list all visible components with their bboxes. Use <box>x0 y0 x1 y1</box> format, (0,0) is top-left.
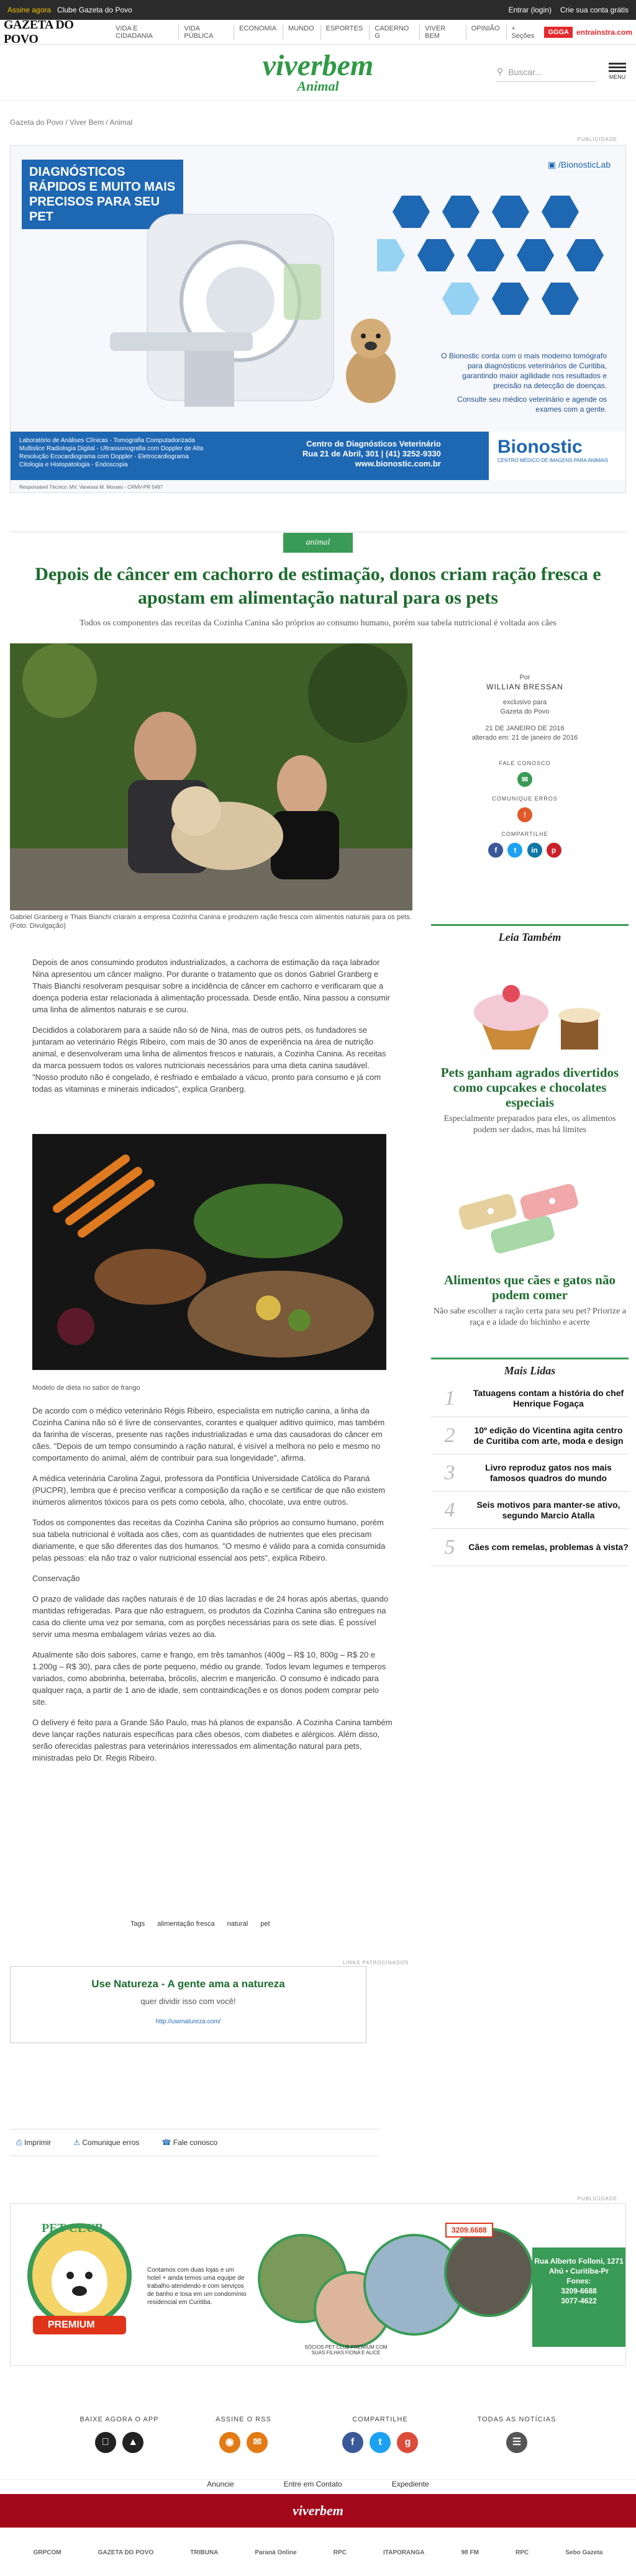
sponsored-desc: quer dividir isso com você! <box>140 1997 236 2006</box>
search-placeholder: Buscar... <box>508 66 542 77</box>
tags-row <box>130 1920 270 1928</box>
partner-logo[interactable]: RPC <box>333 2549 347 2556</box>
leia-tambem-heading: Leia Também <box>431 924 629 944</box>
mais-lidas-heading: Mais Lidas <box>431 1358 629 1377</box>
ad-footer <box>11 432 625 480</box>
article-subtitle: Todos os componentes das receitas da Cozinha Canina são próprios ao consumo humano, porém sua tabela nutricional é voltada aos cães <box>80 619 556 628</box>
petclub-ad[interactable] <box>10 2203 626 2366</box>
hamburger-icon <box>609 63 626 72</box>
nav-items <box>116 25 538 40</box>
cupcake-image <box>437 956 623 1056</box>
footer-logo[interactable]: viverbem <box>293 2503 343 2518</box>
signup-link[interactable]: Crie sua conta grátis <box>560 6 629 14</box>
top-bar <box>0 0 636 20</box>
nav-item[interactable]: ESPORTES <box>320 25 363 40</box>
most-read-item[interactable]: 3 Livro reproduz gatos nos mais famosos quadros do mundo <box>431 1454 629 1492</box>
ad-headline: DIAGNÓSTICOS RÁPIDOS E MUITO MAIS PRECISOS PARA SEU PET <box>22 160 183 229</box>
facebook-icon[interactable]: f <box>342 2432 363 2453</box>
print-icon: ⎙ <box>16 2138 22 2147</box>
footer-top <box>0 2416 636 2477</box>
main-nav <box>0 17 636 46</box>
rss-icon[interactable]: ◉ <box>219 2432 240 2453</box>
footer-link[interactable]: Entre em Contato <box>283 2480 342 2488</box>
petclub-contact: Rua Alberto Folloni, 1271 Ahú • Curitiba-Pr Fones: 3209-6688 3077-4622 <box>532 2247 625 2347</box>
paragraph: Atualmente são dois sabores, carne e frango, em três tamanhos (400g – R$ 10, 800g – R$ 20 e 1.200g – R$ 30), para cães de porte pequeno, médio ou grande. Todos levam legumes e temperos variados, como abobrinha, beterraba, brócolis, alecrim e manjericão. O consumo é indicado para qualquer raça, a partir de 1 ano de idade, sem contraindicações e os donos podem comprar pelo site. <box>32 1650 386 1707</box>
paragraph: Depois de anos consumindo produtos industrializados, a cachorra de estimação da raça labrador Nina apresentou um câncer maligno. Por durante o tratamento que os donos Gabriel Granberg e Thais Bianchi resolveram pesquisar sobre a incidência de câncer em cachorro e verificaram que a doença poderia estar relacionada à alimentação processada. Desde então, Nina passou a consumir uma linha de alimentos naturais e se curou. <box>32 958 390 1014</box>
photo1-caption: Gabriel Granberg e Thais Bianchi criaram a empresa Cozinha Canina e produzem ração fresca com alimentos naturais para os pets. (Foto: Divulgação) <box>10 914 412 930</box>
subheading: Conservação <box>32 1574 80 1583</box>
section-name: Animal <box>297 78 339 94</box>
twitter-icon[interactable]: t <box>370 2432 391 2453</box>
bionostic-ad[interactable] <box>10 145 626 493</box>
bionostic-logo: Bionostic CENTRO MÉDICO DE IMAGENS PARA ANIMAIS <box>489 432 625 480</box>
petclub-photos <box>253 2216 538 2353</box>
tag-link[interactable]: alimentação fresca <box>157 1920 215 1928</box>
partner-logo[interactable]: Sebo Gazeta <box>565 2549 603 2556</box>
related-desc: Especialmente preparados para eles, os alimentos podem ser dados, mas há limites <box>443 1114 616 1135</box>
footer-share: COMPARTILHE f t g <box>318 2416 442 2477</box>
assine-link[interactable]: Assine agora <box>7 6 52 14</box>
nav-item[interactable]: ECONOMIA <box>234 25 276 40</box>
partner-logo[interactable]: GAZETA DO POVO <box>98 2549 154 2556</box>
android-icon[interactable]: ▲ <box>122 2432 143 2453</box>
article-tools <box>10 2129 378 2156</box>
viverbem-logo[interactable] <box>262 49 374 94</box>
list-icon[interactable]: ☰ <box>506 2432 527 2453</box>
author-box: Por WILLIAN BRESSAN exclusivo para Gazeta do Povo 21 DE JANEIRO DE 2016 alterado em: 21 de janeiro de 2016 FALE CONOSCO ✉ COMUNIQUE ERROS ! COMPARTILHE f t in p <box>435 673 615 858</box>
nav-item[interactable]: VIVER BEM <box>419 25 460 40</box>
petclub-premium: PREMIUM <box>48 2320 95 2330</box>
most-read-item[interactable]: 4 Seis motivos para manter-se ativo, segundo Marcio Atalla <box>431 1492 629 1529</box>
tag-link[interactable]: natural <box>227 1920 248 1928</box>
paragraph: O delivery é feito para a Grande São Paulo, mas há planos de expansão. A Cozinha Canina também deve lançar rações naturais específicas para cães obesos, com diabetes e alérgicos. Além disso, serão oferecidas palestras para veterinários interessados em alimentação natural para pets, ministradas pelo Dr. Regis Ribeiro. <box>32 1718 393 1762</box>
most-read-list <box>431 1380 629 1566</box>
report-error-button[interactable]: ⚠ Comunique erros <box>73 2138 140 2147</box>
clube-link[interactable]: Clube Gazeta do Povo <box>57 6 132 14</box>
ad-center: Centro de Diagnósticos Veterinário Rua 21 de Abril, 301 | (41) 3252-9330 www.bionostic.com.br <box>302 439 441 468</box>
footer-link[interactable]: Anuncie <box>207 2480 234 2488</box>
breadcrumb[interactable]: Gazeta do Povo / Viver Bem / Animal <box>10 118 133 127</box>
tags-label: Tags <box>130 1920 145 1928</box>
petclub-socios: SÓCIOS PET CLUB PREMIUM COM SUAS FILHAS FIONA E ALICE <box>304 2344 388 2356</box>
article-body-top <box>32 956 393 1104</box>
sponsored-box[interactable] <box>10 1966 366 2043</box>
petclub-phone: 3209.6688 <box>445 2223 493 2238</box>
partner-logo[interactable]: GRPCOM <box>33 2549 61 2556</box>
paragraph: De acordo com o médico veterinário Régis Ribeiro, especialista em nutrição canina, a linha da Cozinha Canina não só é livre de conservantes, corantes e qualquer aditivo químico, mas também da farinha de vísceras, presente nas rações industrializadas e uma das causadoras do câncer em cães. "Depois de um tempo consumindo a ração natural, é visível a melhora no pelo e mesmo no comportamento do animal, além de contribuir para sua longevidade", afirma. <box>32 1406 385 1463</box>
search-box[interactable] <box>497 62 596 82</box>
partner-logo[interactable]: 98 FM <box>461 2549 479 2556</box>
paragraph: O prazo de validade das rações naturais é de 10 dias lacradas e de 24 horas após abertas, quando mantidas refrigeradas. Para que não estraguem, os produtos da Cozinha Canina são entregues na casa do cliente uma vez por semana, com as porções necessárias para os sete dias. É possível servir uma mesma embalagem várias vezes ao dia. <box>32 1594 389 1639</box>
contact-button[interactable]: ☎ Fale conosco <box>161 2138 218 2147</box>
facebook-icon[interactable]: f <box>488 843 503 858</box>
publish-date: 21 DE JANEIRO DE 2016 <box>485 725 565 732</box>
related-card[interactable] <box>431 1164 629 1328</box>
login-link[interactable]: Entrar (login) <box>508 6 552 14</box>
paragraph: A médica veterinária Carolina Zagui, professora da Pontifícia Universidade Católica do Paraná (PUCPR), lembra que é preciso verificar a composição da ração e se certificar de que não existem inúmeros alimentos tóxicos para os pets como cebola, alho, chocolate, uva entre outros. <box>32 1474 385 1507</box>
hexagon-icons <box>377 183 613 332</box>
most-read-item[interactable]: 1 Tatuagens contam a história do chef Henrique Fogaça <box>431 1380 629 1417</box>
petclub-brand: PET CLUB <box>42 2221 104 2235</box>
viverbem-wordmark: viverbem <box>262 49 374 82</box>
couple-dog-photo <box>10 643 412 910</box>
most-read-item[interactable]: 5 Cães com remelas, problemas à vista? <box>431 1529 629 1566</box>
menu-button[interactable] <box>609 61 626 80</box>
ad-description: O Bionostic conta com o mais moderno tomógrafo para diagnósticos veterinários de Curitiba, garantindo maior agilidade nos resultados e precisão na detecção de doenças. Consulte seu médico veterinário e agende os exames com a gente. <box>441 351 607 414</box>
petclub-text: Contamos com duas lojas e um hotel + ainda temos uma equipe de trabalho atendendo e com serviços de banho e tosa em um condomínio residencial em Curitiba. <box>147 2267 247 2306</box>
footer-rss: ASSINE O RSS ◉ ✉ <box>194 2416 293 2477</box>
googleplus-icon[interactable]: g <box>397 2432 418 2453</box>
paragraph: Todos os componentes das receitas da Cozinha Canina são próprios ao consumo humano, porém sua tabela nutricional é voltada aos cães, com as quantidades de nutrientes que eles precisam diariamente, e que são diferentes das dos humanos. "O mesmo é válido para a comida consumida pelas pessoas: ela não traz o valor nutricional essencial aos pets", explica Ribeiro. <box>32 1518 386 1562</box>
partner-logos <box>0 2540 636 2565</box>
gazeta-logo[interactable]: GAZETA DO POVO <box>4 17 74 46</box>
pet-food-image <box>437 1164 623 1263</box>
ad-label: PUBLICIDADE <box>577 2196 617 2202</box>
tag-link[interactable]: pet <box>260 1920 270 1928</box>
nav-item[interactable]: MUNDO <box>283 25 314 40</box>
author-name[interactable]: WILLIAN BRESSAN <box>486 683 563 691</box>
photo2-caption: Modelo de dieta no sabor de frango <box>32 1384 140 1392</box>
phone-icon: ☎ <box>161 2138 171 2147</box>
footer-app: BAIXE AGORA O APP ▲ <box>80 2416 159 2456</box>
brand-header <box>0 45 636 101</box>
nav-item-more[interactable]: + Seções <box>506 25 538 40</box>
search-icon[interactable]: ⚲ <box>497 66 504 76</box>
food-photo <box>32 1134 386 1370</box>
article-body-bottom <box>32 1405 393 1772</box>
footer-band <box>0 2494 636 2528</box>
ad-facebook: ▣ /BionosticLab <box>547 160 611 170</box>
partner-logo[interactable]: ITAPORANGA <box>383 2549 425 2556</box>
partner-logo[interactable]: RPC <box>516 2549 529 2556</box>
article-title: Depois de câncer em cachorro de estimação, donos criam ração fresca e apostam em alimentação natural para os pets <box>35 564 601 608</box>
updated-date: alterado em: 21 de janeiro de 2016 <box>471 734 578 742</box>
footer-link[interactable]: Expediente <box>391 2480 429 2488</box>
entrainstra-link[interactable]: entrainstra.com <box>576 27 632 37</box>
sponsored-label: LINKS PATROCINADOS <box>343 1960 409 1966</box>
ad-label: PUBLICIDADE <box>577 137 617 142</box>
most-read-item[interactable]: 2 10º edição do Vicentina agita centro de Curitiba com arte, moda e design <box>431 1417 629 1454</box>
mail-icon[interactable]: ✉ <box>517 772 532 787</box>
linkedin-icon[interactable]: in <box>527 843 542 858</box>
ad-services: Laboratório de Análises Clínicas - Tomografia Computadorizada Multislice Radiologia Digital - Ultrassonografia com Doppler de Alta Resolução Ecocardiograma com Doppler - Eletrocardiograma Citologia e Histopatologia - Endoscopia <box>19 437 204 468</box>
nav-item[interactable]: VIDA E CIDADANIA <box>116 24 153 40</box>
footer-all-news: TODAS AS NOTÍCIAS ☰ <box>467 2416 566 2477</box>
sponsored-url[interactable]: http://usenatureza.com/ <box>155 2018 221 2025</box>
menu-label: MENU <box>609 74 626 80</box>
alert-icon: ⚠ <box>73 2138 81 2147</box>
sponsored-title[interactable]: Use Natureza - A gente ama a natureza <box>91 1978 285 1990</box>
paragraph: Decididos a colaborarem para a saúde não só de Nina, mas de outros pets, os fundadores se juntaram ao veterinário Régis Ribeiro, com mais de 30 anos de experiência na área de nutrição animal, e desenvolveram uma linha de alimentos frescos e naturais, a Cozinha Canina. As receitas da marca possuem todos os valores nutricionais necessários para uma dieta canina saudável. "Nosso produto não é congelado, é resfriado e embalado a vácuo, pronto para consumo e já com todas as vitaminas e minerais indicados", explica Granberg. <box>32 1025 386 1094</box>
print-button[interactable]: ⎙ Imprimir <box>16 2138 52 2147</box>
ad-responsavel: Responsável Técnico: MV. Vanessa M. Moraes - CRMV-PR 5497 <box>19 484 163 490</box>
partner-logo[interactable]: Paraná Online <box>255 2549 297 2556</box>
nav-item[interactable]: OPINIÃO <box>466 25 500 40</box>
section-tag[interactable]: animal <box>283 533 353 553</box>
gp-badge[interactable]: GGGA <box>544 27 573 38</box>
rss-mail-icon[interactable]: ✉ <box>247 2432 268 2453</box>
related-desc: Não sabe escolher a ração certa para seu pet? Priorize a raça e a idade do bichinho e acerte <box>433 1307 627 1327</box>
pinterest-icon[interactable]: p <box>547 843 561 858</box>
alert-icon[interactable]: ! <box>517 807 532 822</box>
related-title[interactable]: Pets ganham agrados divertidos como cupcakes e chocolates especiais <box>440 1065 619 1110</box>
footer-links <box>0 2479 636 2493</box>
related-title[interactable]: Alimentos que cães e gatos não podem comer <box>444 1272 616 1302</box>
partner-logo[interactable]: TRIBUNA <box>190 2549 219 2556</box>
related-card[interactable] <box>431 956 629 1136</box>
twitter-icon[interactable]: t <box>507 843 522 858</box>
apple-icon[interactable] <box>95 2432 116 2453</box>
nav-item[interactable]: CADERNO G <box>369 25 413 40</box>
nav-item[interactable]: VIDA PÚBLICA <box>178 25 227 40</box>
